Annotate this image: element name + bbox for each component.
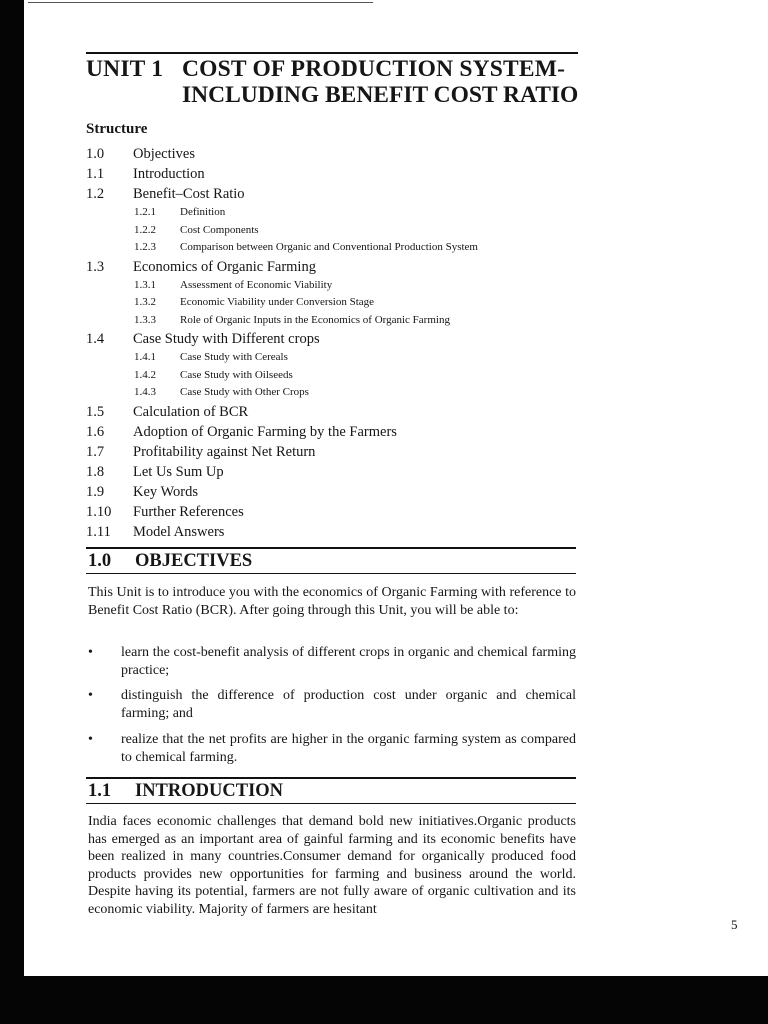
objectives-bottom-rule xyxy=(86,573,576,575)
unit-title-line-1: COST OF PRODUCTION SYSTEM- xyxy=(182,56,566,82)
structure-item-number: 1.2 xyxy=(86,186,105,202)
structure-subitem xyxy=(86,367,576,385)
structure-subitem xyxy=(86,384,576,402)
structure-heading: Structure xyxy=(86,121,148,137)
objectives-intro: This Unit is to introduce you with the economics of Organic Farming with reference to Benefit Cost Ratio (BCR). After going through this Unit, you will be able to: xyxy=(88,585,576,618)
structure-item xyxy=(86,462,576,482)
structure-list xyxy=(86,144,576,542)
structure-item-number: 1.0 xyxy=(86,146,105,162)
structure-item-number: 1.4.3 xyxy=(134,386,156,398)
structure-item-number: 1.3 xyxy=(86,258,105,275)
structure-subitem xyxy=(86,349,576,367)
structure-item xyxy=(86,184,576,204)
structure-item-label: Introduction xyxy=(133,166,205,182)
objectives-heading xyxy=(86,547,576,574)
introduction-bottom-rule xyxy=(86,803,576,805)
unit-heading-top-rule xyxy=(86,52,578,54)
structure-item xyxy=(86,482,576,502)
structure-subitem xyxy=(86,312,576,330)
structure-item-label: Role of Organic Inputs in the Economics of Organic Farming xyxy=(180,313,450,326)
bullet-icon: • xyxy=(88,688,93,703)
structure-item xyxy=(86,164,576,184)
structure-item-label: Benefit–Cost Ratio xyxy=(133,186,245,202)
structure-item-label: Case Study with Other Crops xyxy=(180,386,309,398)
structure-item-number: 1.2.1 xyxy=(134,206,156,218)
structure-item-number: 1.10 xyxy=(86,503,112,520)
structure-item xyxy=(86,402,576,422)
objective-bullet-text: distinguish the difference of production cost under organic and chemical farming; and xyxy=(121,688,576,721)
structure-item-label: Economic Viability under Conversion Stage xyxy=(180,296,375,308)
structure-item-number: 1.2.3 xyxy=(134,241,156,253)
structure-subitem xyxy=(86,239,576,257)
structure-item-number: 1.7 xyxy=(86,443,105,460)
structure-item-label: Case Study with Oilseeds xyxy=(180,368,293,381)
objectives-title: OBJECTIVES xyxy=(135,550,253,571)
structure-subitem xyxy=(86,294,576,312)
unit-heading xyxy=(86,52,578,110)
structure-item-number: 1.3.1 xyxy=(134,278,156,291)
page-number: 5 xyxy=(731,917,738,932)
structure-subitem xyxy=(86,222,576,240)
structure-item-number: 1.1 xyxy=(86,166,105,182)
unit-title-line-2: INCLUDING BENEFIT COST RATIO xyxy=(182,82,579,108)
structure-item-label: Profitability against Net Return xyxy=(133,443,316,460)
structure-item-label: Case Study with Cereals xyxy=(180,351,288,363)
structure-item-number: 1.4 xyxy=(86,331,105,347)
structure-item-label: Let Us Sum Up xyxy=(133,463,224,480)
bullet-icon: • xyxy=(88,645,93,660)
unit-label: UNIT 1 xyxy=(86,56,164,82)
structure-item-number: 1.6 xyxy=(86,423,105,440)
structure-item-label: Objectives xyxy=(133,146,196,162)
structure-subitem xyxy=(86,204,576,222)
structure-item-number: 1.4.1 xyxy=(134,351,156,363)
structure-subitem xyxy=(86,277,576,295)
structure-item-number: 1.5 xyxy=(86,403,105,420)
structure-item xyxy=(86,422,576,442)
structure-item xyxy=(86,144,576,164)
objective-bullet-text: realize that the net profits are higher in the organic farming system as compared to chemical farming. xyxy=(121,732,576,765)
objective-bullet-text: learn the cost-benefit analysis of different crops in organic and chemical farming practice; xyxy=(121,645,576,678)
structure-item-number: 1.2.2 xyxy=(134,223,156,236)
structure-item-number: 1.9 xyxy=(86,483,105,500)
introduction-heading xyxy=(86,777,576,804)
structure-item-number: 1.8 xyxy=(86,463,105,480)
structure-item-number: 1.3.3 xyxy=(134,313,156,326)
structure-item xyxy=(86,257,576,277)
introduction-number: 1.1 xyxy=(88,780,112,801)
objectives-number: 1.0 xyxy=(88,550,112,571)
structure-item-label: Key Words xyxy=(133,483,199,500)
structure-item xyxy=(86,329,576,349)
introduction-title: INTRODUCTION xyxy=(135,780,284,801)
bullet-icon: • xyxy=(88,732,93,747)
structure-item-label: Adoption of Organic Farming by the Farmers xyxy=(133,423,397,440)
structure-item xyxy=(86,502,576,522)
structure-item-number: 1.11 xyxy=(86,523,111,540)
structure-item-number: 1.4.2 xyxy=(134,368,156,381)
structure-item-label: Economics of Organic Farming xyxy=(133,258,316,275)
structure-item-label: Further References xyxy=(133,503,244,520)
structure-item-label: Calculation of BCR xyxy=(133,403,249,420)
structure-item-label: Cost Components xyxy=(180,223,259,236)
structure-item-label: Comparison between Organic and Conventional Production System xyxy=(180,241,478,253)
structure-item-label: Definition xyxy=(180,206,226,218)
structure-item-label: Assessment of Economic Viability xyxy=(180,278,333,291)
structure-item-label: Model Answers xyxy=(133,523,225,540)
introduction-paragraph: India faces economic challenges that demand bold new initiatives.Organic products has emerged as an important area of gainful farming and its economic benefits have been realized in many countries.Consumer demand for organically produced food products provides new opportunities for farming and business around the world. Despite having its potential, farmers are not fully aware of organic cultivation and its economic viability. Majority of farmers are hesitant xyxy=(88,814,576,917)
structure-item xyxy=(86,522,576,542)
structure-item xyxy=(86,442,576,462)
structure-item-label: Case Study with Different crops xyxy=(133,331,320,347)
structure-item-number: 1.3.2 xyxy=(134,296,156,308)
